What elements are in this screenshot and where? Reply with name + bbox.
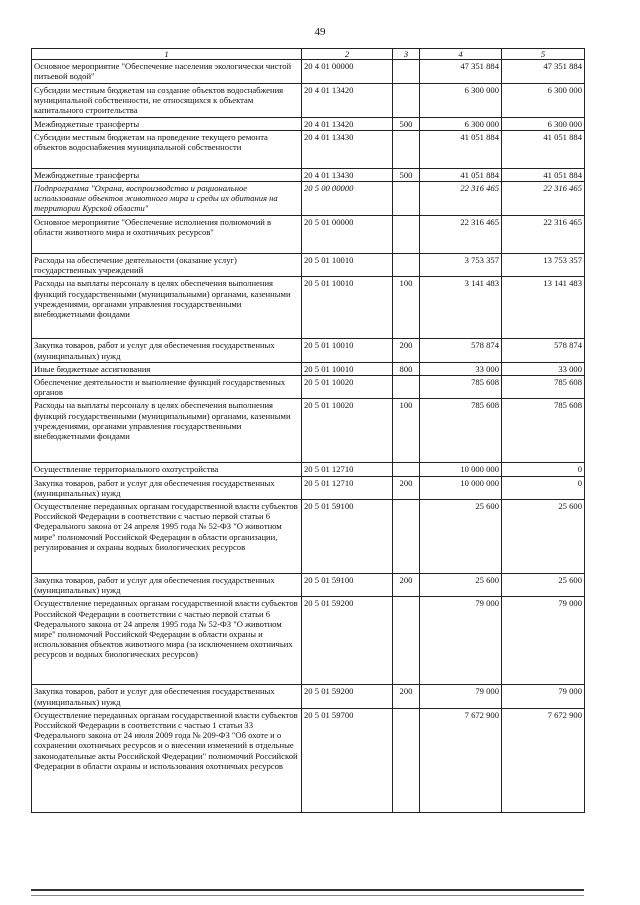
row-code-cell: 20 5 01 10010 <box>302 254 393 277</box>
column-header-type: 3 <box>393 49 420 60</box>
row-amount-1-cell: 25 600 <box>420 500 502 574</box>
row-code-cell: 20 5 01 59200 <box>302 685 393 708</box>
table-header-row <box>32 49 585 60</box>
table-row <box>32 277 585 339</box>
row-code-cell: 20 5 01 59100 <box>302 500 393 574</box>
row-code-cell: 20 5 01 10020 <box>302 399 393 463</box>
row-expense-type-cell <box>393 708 420 812</box>
row-code-cell: 20 5 01 12710 <box>302 463 393 476</box>
row-name-cell: Закупка товаров, работ и услуг для обеспечения государственных (муниципальных) нужд <box>32 574 302 597</box>
row-name-cell: Закупка товаров, работ и услуг для обеспечения государственных (муниципальных) нужд <box>32 339 302 362</box>
row-amount-2-cell: 785 608 <box>502 399 585 463</box>
row-name-cell: Основное мероприятие "Обеспечение населения экологически чистой питьевой водой" <box>32 60 302 83</box>
table-row <box>32 60 585 83</box>
table-row <box>32 117 585 130</box>
row-amount-1-cell: 22 316 465 <box>420 182 502 216</box>
row-expense-type-cell: 100 <box>393 399 420 463</box>
row-name-cell: Межбюджетные трансферты <box>32 117 302 130</box>
table-row <box>32 708 585 812</box>
row-code-cell: 20 5 01 59700 <box>302 708 393 812</box>
row-expense-type-cell: 800 <box>393 362 420 375</box>
row-code-cell: 20 5 01 10010 <box>302 362 393 375</box>
row-amount-2-cell: 25 600 <box>502 574 585 597</box>
table-row <box>32 130 585 168</box>
row-name-cell: Подпрограмма "Охрана, воспроизводство и рациональное использование объектов животного мира и среды их обитания на территории Курской области" <box>32 182 302 216</box>
row-expense-type-cell: 500 <box>393 168 420 181</box>
table-row <box>32 685 585 708</box>
column-header-name: 1 <box>32 49 302 60</box>
row-amount-2-cell: 7 672 900 <box>502 708 585 812</box>
row-expense-type-cell: 200 <box>393 685 420 708</box>
row-name-cell: Основное мероприятие "Обеспечение исполнения полномочий в области животного мира и охотничьих ресурсов" <box>32 216 302 254</box>
row-expense-type-cell <box>393 376 420 399</box>
row-expense-type-cell: 200 <box>393 476 420 499</box>
column-header-code: 2 <box>302 49 393 60</box>
row-amount-1-cell: 785 608 <box>420 376 502 399</box>
row-expense-type-cell <box>393 83 420 117</box>
row-code-cell: 20 4 01 13430 <box>302 168 393 181</box>
row-expense-type-cell <box>393 597 420 685</box>
table-row <box>32 500 585 574</box>
row-amount-2-cell: 41 051 884 <box>502 168 585 181</box>
row-amount-1-cell: 785 608 <box>420 399 502 463</box>
row-amount-1-cell: 41 051 884 <box>420 130 502 168</box>
row-name-cell: Закупка товаров, работ и услуг для обеспечения государственных (муниципальных) нужд <box>32 685 302 708</box>
row-code-cell: 20 5 01 59200 <box>302 597 393 685</box>
row-amount-1-cell: 6 300 000 <box>420 117 502 130</box>
row-code-cell: 20 5 01 59100 <box>302 574 393 597</box>
row-code-cell: 20 4 01 13430 <box>302 130 393 168</box>
row-name-cell: Субсидии местным бюджетам на создание объектов водоснабжения муниципальной собственности, не относящихся к объектам капитального строительства <box>32 83 302 117</box>
table-row <box>32 574 585 597</box>
row-name-cell: Иные бюджетные ассигнования <box>32 362 302 375</box>
row-amount-2-cell: 0 <box>502 476 585 499</box>
row-code-cell: 20 5 01 10020 <box>302 376 393 399</box>
row-amount-1-cell: 33 000 <box>420 362 502 375</box>
row-amount-2-cell: 13 141 483 <box>502 277 585 339</box>
column-header-amount-1: 4 <box>420 49 502 60</box>
budget-table <box>31 48 585 813</box>
row-amount-1-cell: 3 753 357 <box>420 254 502 277</box>
row-amount-2-cell: 47 351 884 <box>502 60 585 83</box>
row-expense-type-cell <box>393 254 420 277</box>
row-amount-1-cell: 7 672 900 <box>420 708 502 812</box>
row-name-cell: Осуществление переданных органам государственной власти субъектов Российской Федерации в соответствии с частью первой статьи 6 Федерального закона от 24 апреля 1995 года № 52-ФЗ "О животном мире" полномочий Российской Федерации в области организации, регулирования и охраны водных биологических ресурсов <box>32 500 302 574</box>
row-amount-2-cell: 785 608 <box>502 376 585 399</box>
row-amount-2-cell: 6 300 000 <box>502 83 585 117</box>
row-amount-2-cell: 22 316 465 <box>502 182 585 216</box>
row-expense-type-cell <box>393 182 420 216</box>
table-row <box>32 182 585 216</box>
row-expense-type-cell <box>393 130 420 168</box>
row-name-cell: Закупка товаров, работ и услуг для обеспечения государственных (муниципальных) нужд <box>32 476 302 499</box>
row-amount-1-cell: 41 051 884 <box>420 168 502 181</box>
row-expense-type-cell <box>393 463 420 476</box>
row-amount-2-cell: 578 874 <box>502 339 585 362</box>
row-name-cell: Обеспечение деятельности и выполнение функций государственных органов <box>32 376 302 399</box>
footer-rule-secondary <box>31 895 584 896</box>
row-expense-type-cell: 200 <box>393 574 420 597</box>
row-name-cell: Осуществление переданных органам государственной власти субъектов Российской Федерации в соответствии с частью 1 статьи 33 Федерального закона от 24 июля 2009 года № 209-ФЗ "Об охоте и о сохранении охотничьих ресурсов и о внесении изменений в отдельные законодательные акты Российской Федерации" полномочий Российской Федерации в области охраны и использования охотничьих ресурсов <box>32 708 302 812</box>
table-row <box>32 597 585 685</box>
row-amount-1-cell: 10 000 000 <box>420 476 502 499</box>
table-row <box>32 376 585 399</box>
row-amount-1-cell: 79 000 <box>420 597 502 685</box>
table-row <box>32 476 585 499</box>
row-amount-1-cell: 578 874 <box>420 339 502 362</box>
row-amount-2-cell: 79 000 <box>502 597 585 685</box>
row-expense-type-cell <box>393 60 420 83</box>
row-amount-1-cell: 47 351 884 <box>420 60 502 83</box>
table-row <box>32 83 585 117</box>
row-name-cell: Межбюджетные трансферты <box>32 168 302 181</box>
row-amount-1-cell: 6 300 000 <box>420 83 502 117</box>
table-row <box>32 399 585 463</box>
row-expense-type-cell <box>393 500 420 574</box>
row-amount-1-cell: 3 141 483 <box>420 277 502 339</box>
row-expense-type-cell: 500 <box>393 117 420 130</box>
page-number: 49 <box>314 26 326 38</box>
table-row <box>32 254 585 277</box>
row-code-cell: 20 5 01 10010 <box>302 339 393 362</box>
row-name-cell: Расходы на выплаты персоналу в целях обеспечения выполнения функций государственными (муниципальными) органами, казенными учреждениями, органами управления государственными внебюджетными фондами <box>32 399 302 463</box>
row-code-cell: 20 5 01 12710 <box>302 476 393 499</box>
row-amount-2-cell: 25 600 <box>502 500 585 574</box>
row-amount-2-cell: 22 316 465 <box>502 216 585 254</box>
row-name-cell: Осуществление территориального охотустройства <box>32 463 302 476</box>
table-row <box>32 463 585 476</box>
table-row <box>32 168 585 181</box>
footer-rule <box>31 889 584 891</box>
row-amount-2-cell: 41 051 884 <box>502 130 585 168</box>
row-expense-type-cell: 100 <box>393 277 420 339</box>
row-amount-2-cell: 33 000 <box>502 362 585 375</box>
row-code-cell: 20 5 01 00000 <box>302 216 393 254</box>
table-row <box>32 362 585 375</box>
row-name-cell: Осуществление переданных органам государственной власти субъектов Российской Федерации в соответствии с частью первой статьи 6 Федерального закона от 24 апреля 1995 года № 52-ФЗ "О животном мире" полномочий Российской Федерации в области охраны и использования объектов животного мира (за исключением охотничьих ресурсов и водных биологических ресурсов) <box>32 597 302 685</box>
row-amount-1-cell: 25 600 <box>420 574 502 597</box>
row-amount-1-cell: 10 000 000 <box>420 463 502 476</box>
row-amount-2-cell: 0 <box>502 463 585 476</box>
row-expense-type-cell: 200 <box>393 339 420 362</box>
row-code-cell: 20 5 00 00000 <box>302 182 393 216</box>
row-name-cell: Субсидии местным бюджетам на проведение текущего ремонта объектов водоснабжения муниципальной собственности <box>32 130 302 168</box>
row-amount-2-cell: 13 753 357 <box>502 254 585 277</box>
row-amount-1-cell: 22 316 465 <box>420 216 502 254</box>
row-amount-2-cell: 6 300 000 <box>502 117 585 130</box>
row-code-cell: 20 4 01 13420 <box>302 83 393 117</box>
table-row <box>32 216 585 254</box>
row-code-cell: 20 4 01 13420 <box>302 117 393 130</box>
row-amount-1-cell: 79 000 <box>420 685 502 708</box>
row-amount-2-cell: 79 000 <box>502 685 585 708</box>
row-code-cell: 20 5 01 10010 <box>302 277 393 339</box>
table-row <box>32 339 585 362</box>
row-expense-type-cell <box>393 216 420 254</box>
row-name-cell: Расходы на выплаты персоналу в целях обеспечения выполнения функций государственными (муниципальными) органами, казенными учреждениями, органами управления государственными внебюджетными фондами <box>32 277 302 339</box>
row-name-cell: Расходы на обеспечение деятельности (оказание услуг) государственных учреждений <box>32 254 302 277</box>
column-header-amount-2: 5 <box>502 49 585 60</box>
row-code-cell: 20 4 01 00000 <box>302 60 393 83</box>
